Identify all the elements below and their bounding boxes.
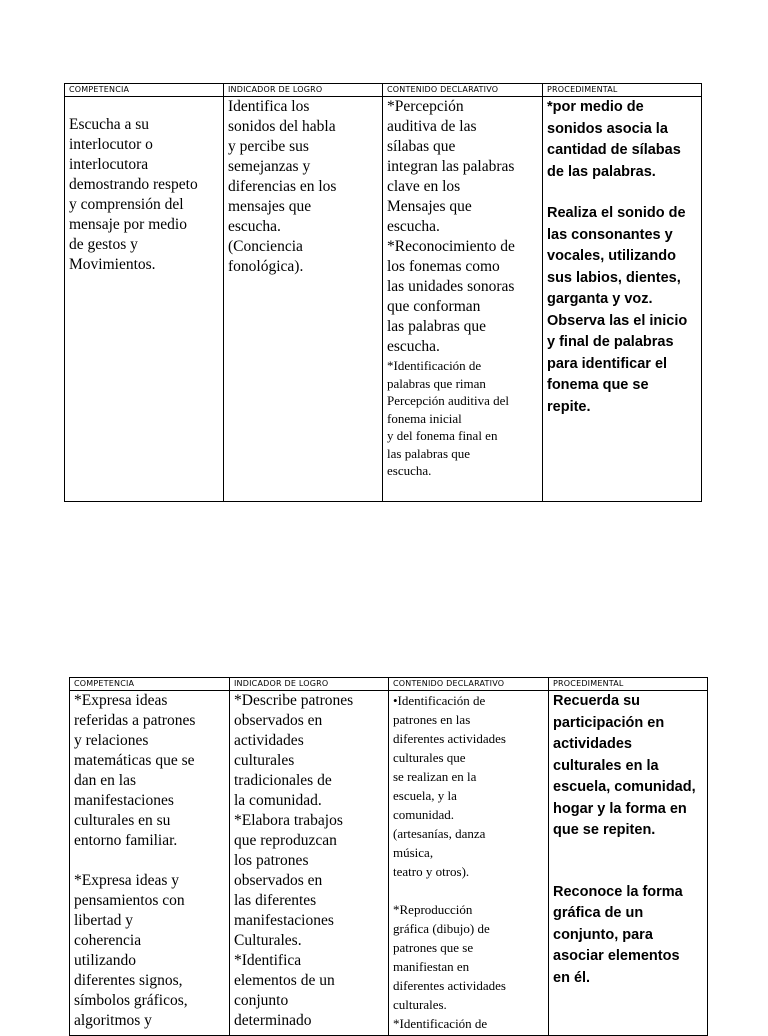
table-row (70, 691, 708, 1036)
table-row (65, 97, 702, 502)
header-procedimental: PROCEDIMENTAL (549, 678, 708, 691)
indicador-cell (230, 691, 389, 1036)
contenido-text-b: *Identificación de palabras que riman Percepción auditiva del fonema inicial y del fonema final en las palabras que escucha. (387, 358, 510, 478)
contenido-cell (389, 691, 549, 1036)
header-competencia: COMPETENCIA (70, 678, 230, 691)
indicador-cell (224, 97, 383, 502)
header-contenido-declarativo: CONTENIDO DECLARATIVO (389, 678, 549, 691)
header-competencia: COMPETENCIA (65, 84, 224, 97)
contenido-text-a: *Percepción auditiva de las sílabas que integran las palabras clave en los Mensajes que escucha. *Reconocimiento de los fonemas como las unidades sonoras que conforman las palabras que escucha. (387, 98, 515, 355)
contenido-text-b: *Reproducción gráfica (dibujo) de patrones que se manifiestan en diferentes actividades culturales. *Identificación de (393, 902, 506, 1031)
header-row (70, 678, 708, 691)
procedimental-cell (549, 691, 708, 1036)
header-indicador-de-logro: INDICADOR DE LOGRO (230, 678, 389, 691)
header-row (65, 84, 702, 97)
competencia-cell (65, 97, 224, 502)
procedimental-text-a: Recuerda su participación en actividades culturales en la escuela, comunidad, hogar y la forma en que se repiten. (553, 693, 696, 838)
header-procedimental: PROCEDIMENTAL (543, 84, 702, 97)
header-indicador-de-logro: INDICADOR DE LOGRO (224, 84, 383, 97)
procedimental-text-b: Reconoce la forma gráfica de un conjunto, para asociar elementos en él. (553, 883, 683, 986)
indicador-text: Identifica los sonidos del habla y percibe sus semejanzas y diferencias en los mensajes que escucha. (Conciencia fonológica). (228, 98, 337, 275)
competency-table-2 (69, 677, 708, 1036)
indicador-text: *Describe patrones observados en actividades culturales tradicionales de la comunidad. *Elabora trabajos que reproduzcan los patrones observados en las diferentes manifestaciones Culturales. *Identifica elementos de un conjunto determinado (234, 692, 354, 1029)
header-contenido-declarativo: CONTENIDO DECLARATIVO (383, 84, 543, 97)
competencia-text: Escucha a su interlocutor o interlocutora demostrando respeto y comprensión del mensaje por medio de gestos y Movimientos. (69, 116, 198, 273)
procedimental-cell (543, 97, 702, 502)
procedimental-text-a: *por medio de sonidos asocia la cantidad de sílabas de las palabras. (547, 99, 681, 180)
procedimental-text-b: Realiza el sonido de las consonantes y vocales, utilizando sus labios, dientes, garganta y voz. Observa las el inicio y final de palabras para identificar el fonema que se repite. (547, 205, 688, 415)
competency-table-1 (64, 83, 702, 502)
competencia-text-a: *Expresa ideas referidas a patrones y relaciones matemáticas que se dan en las manifestaciones culturales en su entorno familiar. (74, 692, 196, 849)
competencia-cell (70, 691, 230, 1036)
contenido-text-a: •Identificación de patrones en las diferentes actividades culturales que se realizan en la escuela, y la comunidad. (artesanías, danza música, teatro y otros). (393, 693, 506, 879)
competencia-text-b: *Expresa ideas y pensamientos con libertad y coherencia utilizando diferentes signos, símbolos gráficos, algoritmos y (74, 872, 188, 1029)
contenido-cell (383, 97, 543, 502)
